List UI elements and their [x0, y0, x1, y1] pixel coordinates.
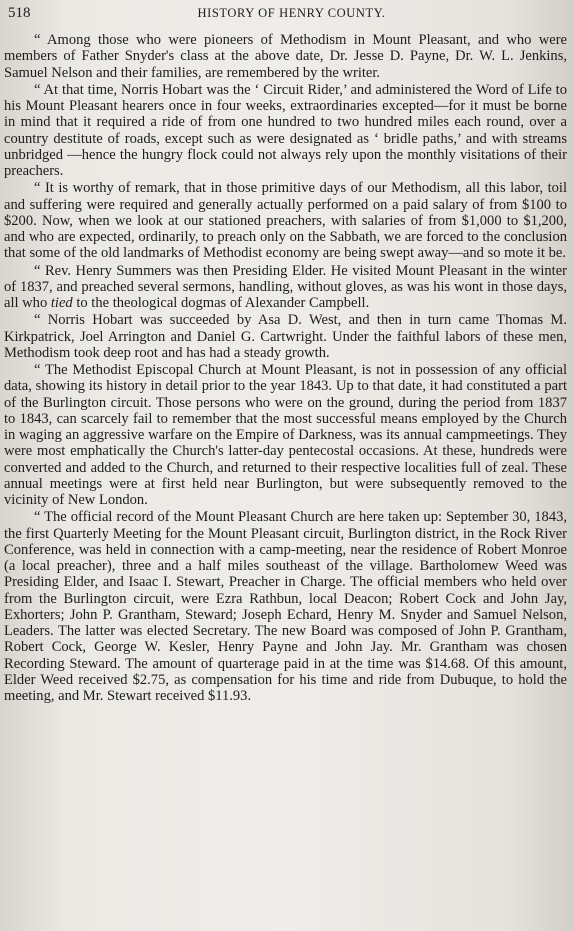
body-text: [4, 32, 569, 704]
paragraph-presiding-elder: “ Rev. Henry Summers was then Presiding Elder. He visited Mount Pleasant in the winter of 1837, and preached several sermons, handling, without gloves, as was his wont in those days, all who tied to the theological dogmas of Alexander Campbell.: [4, 262, 567, 311]
running-head: HISTORY OF HENRY COUNTY.: [197, 6, 386, 20]
page-number: 518: [8, 5, 31, 21]
paragraph-salaries: “ It is worthy of remark, that in those primitive days of our Methodism, all this labor, toil and suffering were required and generally actually performed on a paid salary of from $100 to $200. Now, when we look at our stationed preachers, with salaries of from $1,000 to $1,200, and who are expected, ordinarily, to preach only on the Sabbath, we are forced to the conclusion that some of the old landmarks of Methodist economy are being swept away—and so mote it be.: [4, 180, 567, 262]
page-header: [4, 2, 569, 24]
paragraph-camp-meetings: “ The Methodist Episcopal Church at Mount Pleasant, is not in possession of any official data, showing its history in detail prior to the year 1843. Up to that date, it had constituted a part of the Burlington circuit. Those persons who were on the ground, during the period from 1837 to 1843, can scarcely fail to remember that the most successful means employed by the Church in waging an aggressive warfare on the Empire of Darkness, was its annual campmeetings. They were most emphatically the Church's latter-day pentecostal occasions. At these, hundreds were converted and added to the Church, and returned to their respective localities full of zeal. These annual meetings were at first held near Burlington, but were subsequently removed to the vicinity of New London.: [4, 362, 567, 508]
paragraph-successors: “ Norris Hobart was succeeded by Asa D. West, and then in turn came Thomas M. Kirkpatrick, Joel Arrington and Daniel G. Cartwright. Under the faithful labors of these men, Methodism took deep root and has had a steady growth.: [4, 312, 567, 361]
italic-word: tied: [50, 295, 73, 311]
paragraph-pioneers: “ Among those who were pioneers of Methodism in Mount Pleasant, and who were members of Father Snyder's class at the above date, Dr. Jesse D. Payne, Dr. W. L. Jenkins, Samuel Nelson and their families, are remembered by the writer.: [4, 32, 567, 81]
paragraph-circuit-rider: “ At that time, Norris Hobart was the ‘ Circuit Rider,’ and administered the Word of Life to his Mount Pleasant hearers once in four weeks, extraordinaries excepted—for it must be borne in mind that it required a ride of from one hundred to two hundred miles each round, over a country destitute of roads, except such as were designated as ‘ bridle paths,’ and with streams unbridged —hence the hungry flock could not always rely upon the monthly visitations of their preachers.: [4, 81, 567, 179]
paragraph-official-record: “ The official record of the Mount Pleasant Church are here taken up: September 30, 1843, the first Quarterly Meeting for the Mount Pleasant circuit, Burlington district, in the Rock River Conference, was held in connection with a camp-meeting, near the residence of Robert Monroe (a local preacher), three and a half miles southeast of the village. Bartholomew Weed was Presiding Elder, and Isaac I. Stewart, Preacher in Charge. The official members who held over from the Burlington circuit, were Ezra Rathbun, local Deacon; Robert Cock and John Jay, Exhorters; John P. Grantham, Steward; Joseph Echard, Henry M. Snyder and Samuel Nelson, Leaders. The latter was elected Secretary. The new Board was composed of John P. Grantham, Robert Cock, George W. Kesler, Henry Payne and John Jay. Mr. Grantham was chosen Recording Steward. The amount of quarterage paid in at the time was $14.68. Of this amount, Elder Weed received $2.75, as compensation for his time and ride from Dubuque, to hold the meeting, and Mr. Stewart received $11.93.: [4, 509, 567, 704]
